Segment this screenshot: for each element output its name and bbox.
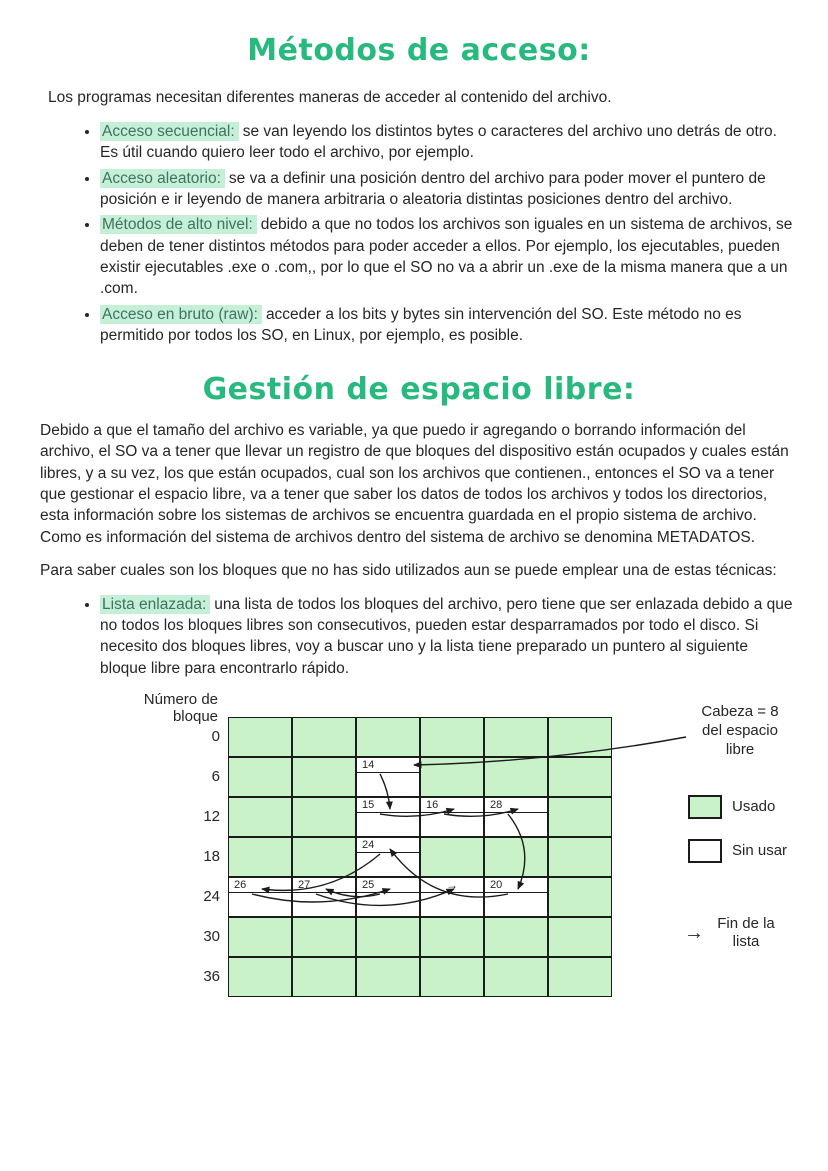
row-label: 0 xyxy=(211,728,220,746)
row-label: 24 xyxy=(203,888,220,906)
row-label: 18 xyxy=(203,848,220,866)
used-block-cell xyxy=(484,917,548,957)
row-label: 6 xyxy=(211,768,220,786)
free-block-cell xyxy=(356,797,420,837)
used-block-cell xyxy=(292,797,356,837)
block-grid xyxy=(228,717,614,997)
next-pointer-value: 27 xyxy=(293,878,355,893)
legend-free-label: Sin usar xyxy=(732,841,788,859)
used-block-cell xyxy=(228,917,292,957)
used-block-cell xyxy=(292,757,356,797)
used-block-cell xyxy=(484,757,548,797)
next-pointer-value: 20 xyxy=(485,878,547,893)
legend-free xyxy=(688,839,787,863)
used-block-cell xyxy=(292,917,356,957)
free-list-head-note: Cabeza = 8 del espacio libre xyxy=(701,703,779,758)
used-block-cell xyxy=(484,957,548,997)
next-pointer-value: 16 xyxy=(421,798,483,813)
used-block-cell xyxy=(228,837,292,877)
used-block-cell xyxy=(228,757,292,797)
term-description: acceder a los bits y bytes sin intervención del SO. Este método no es permitido por todos los SO, en Linux, por ejemplo, es posible. xyxy=(100,305,742,345)
list-item xyxy=(100,214,798,300)
section-title-gestion-espacio-libre: Gestión de espacio libre: xyxy=(202,371,636,407)
term-description: se va a definir una posición dentro del archivo para poder mover el puntero de posición e ir leyendo de manera arbitraria o aleatoria distintas posiciones dentro del archivo. xyxy=(100,169,766,208)
used-block-cell xyxy=(548,957,612,997)
term-highlight: Métodos de alto nivel: xyxy=(100,215,257,234)
row-label: 36 xyxy=(203,968,220,986)
used-block-cell xyxy=(548,837,612,877)
free-block-cell xyxy=(420,877,484,917)
legend-used-label: Usado xyxy=(732,797,776,815)
intro-paragraph: Los programas necesitan diferentes maneras de acceder al contenido del archivo. xyxy=(48,89,612,107)
next-pointer-value: 25 xyxy=(357,878,419,893)
legend-end-label: Fin de la lista xyxy=(717,915,775,951)
used-block-cell xyxy=(484,837,548,877)
free-swatch xyxy=(688,839,722,863)
techniques-list xyxy=(40,594,798,680)
section-title-metodos-de-acceso: Métodos de acceso: xyxy=(247,33,591,68)
list-item xyxy=(100,304,798,347)
used-block-cell xyxy=(356,717,420,757)
used-block-cell xyxy=(228,717,292,757)
legend-used xyxy=(688,795,775,819)
list-item xyxy=(100,594,798,680)
techniques-paragraph: Para saber cuales son los bloques que no has sido utilizados aun se puede emplear una de estas técnicas: xyxy=(40,562,777,580)
free-space-linked-list-diagram xyxy=(40,693,792,1007)
next-pointer-value: → xyxy=(421,878,483,893)
list-item xyxy=(100,121,798,164)
free-block-cell xyxy=(356,877,420,917)
next-pointer-value: 28 xyxy=(485,798,547,813)
used-block-cell xyxy=(356,917,420,957)
used-block-cell xyxy=(228,957,292,997)
term-description: debido a que no todos los archivos son iguales en un sistema de archivos, se deben de tener distintos métodos para poder acceder a ellos. Por ejemplo, los ejecutables, pueden existir ejecutables .exe o .com,, por lo que el SO no va a abrir un .exe de la misma manera que a un .com. xyxy=(100,216,793,298)
used-block-cell xyxy=(420,957,484,997)
free-block-cell xyxy=(356,837,420,877)
term-highlight: Lista enlazada: xyxy=(100,595,210,614)
row-label: 12 xyxy=(203,808,220,826)
next-pointer-value: 14 xyxy=(357,758,419,773)
used-block-cell xyxy=(292,957,356,997)
next-pointer-value: 26 xyxy=(229,878,291,893)
used-block-cell xyxy=(420,837,484,877)
term-highlight: Acceso secuencial: xyxy=(100,122,239,141)
free-block-cell xyxy=(292,877,356,917)
used-block-cell xyxy=(292,717,356,757)
term-description: una lista de todos los bloques del archivo, pero tiene que ser enlazada debido a que no todos los bloques libres son consecutivos, pueden estar desparramados por todo el disco. Si necesito dos bloques libres, voy a buscar uno y la lista tiene preparado un puntero al siguiente bloque libre para encontrarlo rápido. xyxy=(100,595,793,677)
used-block-cell xyxy=(548,917,612,957)
access-methods-list xyxy=(40,121,798,347)
used-block-cell xyxy=(548,797,612,837)
used-block-cell xyxy=(548,757,612,797)
used-block-cell xyxy=(420,917,484,957)
used-swatch xyxy=(688,795,722,819)
used-block-cell xyxy=(228,797,292,837)
next-pointer-value: 24 xyxy=(357,838,419,853)
free-block-cell xyxy=(356,757,420,797)
free-block-cell xyxy=(420,797,484,837)
used-block-cell xyxy=(484,717,548,757)
block-number-axis-label: Número de bloque xyxy=(143,691,218,726)
term-highlight: Acceso aleatorio: xyxy=(100,169,225,188)
used-block-cell xyxy=(356,957,420,997)
free-space-paragraph: Debido a que el tamaño del archivo es variable, ya que puedo ir agregando o borrando información del archivo, el SO va a tener que llevar un registro de que bloques del dispositivo están ocupados y cuales están libres, y a su vez, los que están ocupados, cual son los archivos que contienen., entonces el SO va a tener que gestionar el espacio libre, va a tener que saber los datos de todos los archivos y todos los directorios, esta información sobre los sistemas de archivos se encuentra guardada en el propio sistema de archivo. Como es información del sistema de archivos dentro del sistema de archivo se denomina METADATOS. xyxy=(40,421,789,546)
term-highlight: Acceso en bruto (raw): xyxy=(100,305,262,324)
used-block-cell xyxy=(420,757,484,797)
free-block-cell xyxy=(228,877,292,917)
legend-end-of-list xyxy=(684,915,792,951)
next-pointer-value: 15 xyxy=(357,798,419,813)
used-block-cell xyxy=(420,717,484,757)
used-block-cell xyxy=(548,717,612,757)
free-block-cell xyxy=(484,797,548,837)
term-description: se van leyendo los distintos bytes o caracteres del archivo uno detrás de otro. Es útil cuando quiero leer todo el archivo, por ejemplo. xyxy=(100,122,777,162)
used-block-cell xyxy=(548,877,612,917)
free-block-cell xyxy=(484,877,548,917)
end-of-list-arrow-icon: → xyxy=(684,922,704,945)
list-item xyxy=(100,168,798,211)
row-label: 30 xyxy=(203,928,220,946)
used-block-cell xyxy=(292,837,356,877)
